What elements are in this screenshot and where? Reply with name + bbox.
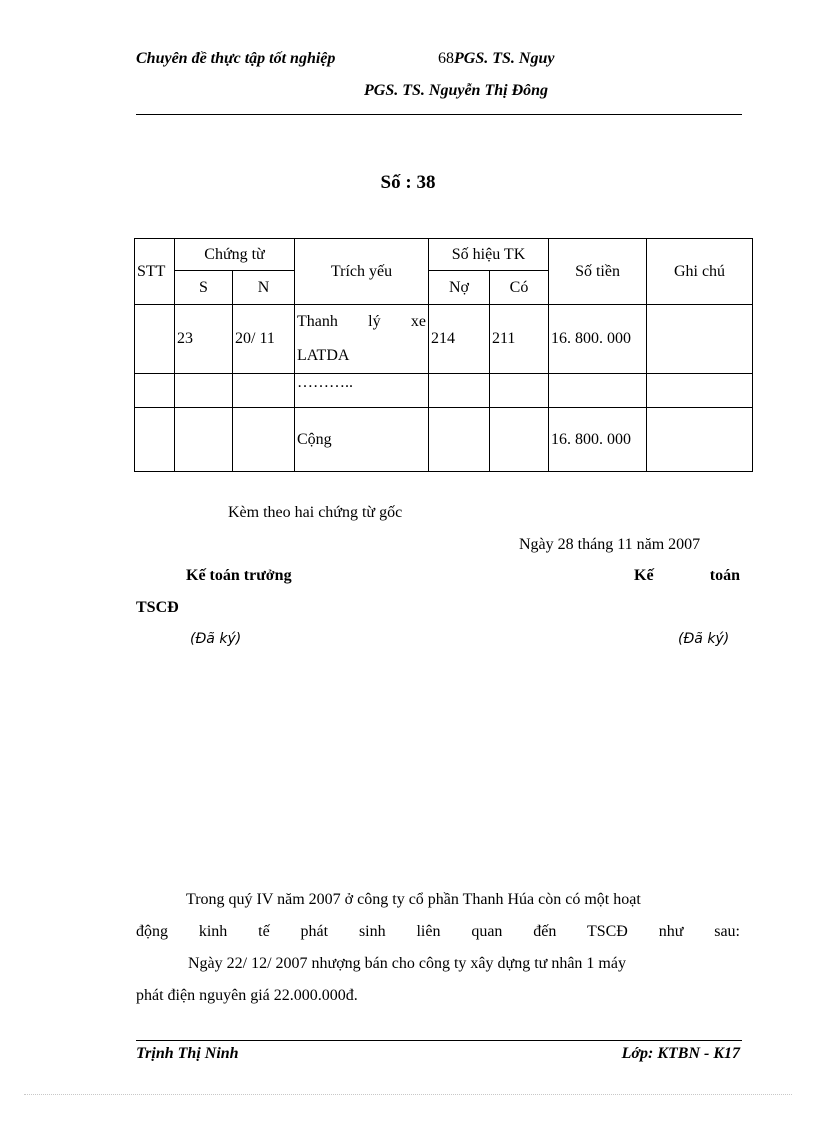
signature-right-title xyxy=(634,567,740,585)
ledger-table xyxy=(134,238,753,472)
cell-so-tien: 16. 800. 000 xyxy=(549,305,647,374)
cell-ghi-chu xyxy=(647,408,753,472)
cell-trich-yeu: Cộng xyxy=(295,408,429,472)
cell-stt xyxy=(135,408,175,472)
cell-co xyxy=(490,408,549,472)
cell-no: 214 xyxy=(429,305,490,374)
date-line: Ngày 28 tháng 11 năm 2007 xyxy=(519,536,701,553)
table-row xyxy=(135,408,753,472)
header-co: Có xyxy=(490,271,549,305)
page-number: 68 xyxy=(438,50,454,67)
footer-author: Trịnh Thị Ninh xyxy=(136,1045,239,1062)
header-ghi-chu: Ghi chú xyxy=(647,239,753,305)
header-so-tien: Số tiền xyxy=(549,239,647,305)
header-rule xyxy=(136,114,742,115)
cell-s xyxy=(175,374,233,408)
paragraph-line-2: động kinh tế phát sinh liên quan đến TSCĐ như sau: xyxy=(136,923,740,940)
signature-right-part1: Kế xyxy=(634,567,654,584)
header-trich-yeu: Trích yếu xyxy=(295,239,429,305)
cell-ghi-chu xyxy=(647,305,753,374)
paragraph-line-3: Ngày 22/ 12/ 2007 nhượng bán cho công ty xây dựng tư nhân 1 máy xyxy=(188,955,626,972)
cell-co: 211 xyxy=(490,305,549,374)
header-supervisor-short: PGS. TS. Nguy xyxy=(454,50,555,67)
cell-no xyxy=(429,374,490,408)
cell-so-tien xyxy=(549,374,647,408)
signature-left-title: Kế toán trưởng xyxy=(186,567,292,584)
header-s: S xyxy=(175,271,233,305)
paragraph-line-4: phát điện nguyên giá 22.000.000đ. xyxy=(136,987,358,1004)
attachment-note: Kèm theo hai chứng từ gốc xyxy=(228,504,403,521)
cell-s: 23 xyxy=(175,305,233,374)
table-row xyxy=(135,374,753,408)
cell-s xyxy=(175,408,233,472)
footer-rule xyxy=(136,1040,742,1041)
signature-right-signed: (Đã ký) xyxy=(678,631,730,647)
cell-n: 20/ 11 xyxy=(233,305,295,374)
header-title: Chuyên đề thực tập tốt nghiệp xyxy=(136,50,336,67)
document-number: Số : 38 xyxy=(380,172,436,193)
header-stt: STT xyxy=(135,239,175,305)
cell-n xyxy=(233,374,295,408)
cell-co xyxy=(490,374,549,408)
footer-class: Lớp: KTBN - K17 xyxy=(621,1045,740,1062)
header-n: N xyxy=(233,271,295,305)
header-no: Nợ xyxy=(429,271,490,305)
body-paragraph xyxy=(136,884,740,1012)
signature-right-part2: toán xyxy=(709,567,740,584)
cell-so-tien: 16. 800. 000 xyxy=(549,408,647,472)
table-row xyxy=(135,305,753,374)
header-chung-tu: Chứng từ xyxy=(175,239,295,271)
paragraph-line-1: Trong quý IV năm 2007 ở công ty cổ phần Thanh Húa còn có một hoạt xyxy=(186,891,641,908)
cell-stt xyxy=(135,374,175,408)
cell-trich-yeu: ……….. xyxy=(295,374,429,408)
header-page-number xyxy=(438,50,554,68)
header-so-hieu-tk: Số hiệu TK xyxy=(429,239,549,271)
signature-left-signed: (Đã ký) xyxy=(190,631,242,647)
header-supervisor: PGS. TS. Nguyễn Thị Đông xyxy=(364,82,549,99)
page-bottom-divider xyxy=(24,1094,792,1095)
cell-stt xyxy=(135,305,175,374)
cell-trich-yeu: Thanh lý xe LATDA xyxy=(295,305,429,374)
cell-n xyxy=(233,408,295,472)
cell-no xyxy=(429,408,490,472)
cell-ghi-chu xyxy=(647,374,753,408)
signature-right-title-cont: TSCĐ xyxy=(136,599,179,616)
